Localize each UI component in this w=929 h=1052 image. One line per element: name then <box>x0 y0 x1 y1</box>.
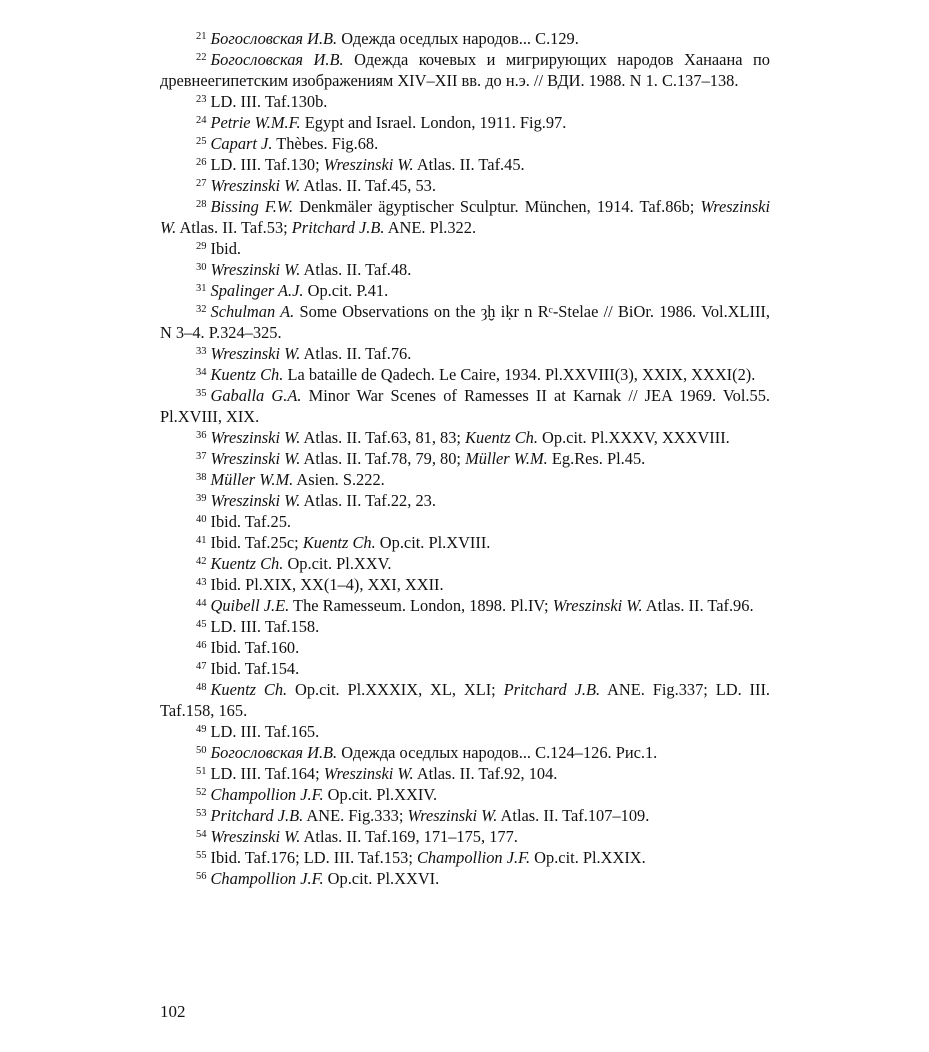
footnote-author: Pritchard J.B. <box>503 680 601 699</box>
footnote-number: 47 <box>196 661 207 672</box>
footnote-text: Minor War Scenes of Ramesses II at Karnak // JEA 1969. Vol.55. Pl.XVIII, XIX. <box>160 386 770 426</box>
footnote <box>160 343 770 364</box>
footnote <box>160 511 770 532</box>
footnote-number: 48 <box>196 682 207 693</box>
footnote-author: Wreszinski W. <box>210 344 301 363</box>
footnote-text: Op.cit. Pl.XXXIX, XL, XLI; <box>287 680 504 699</box>
footnote <box>160 448 770 469</box>
footnote-author: Müller W.M. <box>210 470 294 489</box>
footnote-number: 38 <box>196 472 207 483</box>
footnote <box>160 595 770 616</box>
footnote-author: Wreszinski W. <box>323 155 414 174</box>
footnote-number: 50 <box>196 745 207 756</box>
footnote-number: 46 <box>196 640 207 651</box>
footnote-text: Ibid. Taf.25c; <box>210 533 303 552</box>
footnote-text: Atlas. II. Taf.92, 104. <box>413 764 558 783</box>
footnote-text: ANE. Fig.333; <box>303 806 408 825</box>
footnote <box>160 112 770 133</box>
footnote-number: 51 <box>196 766 207 777</box>
footnote <box>160 427 770 448</box>
footnote-text: The Ramesseum. London, 1898. Pl.IV; <box>289 596 553 615</box>
footnote-author: Kuentz Ch. <box>210 554 284 573</box>
footnote-author: Wreszinski W. <box>210 827 301 846</box>
footnote <box>160 805 770 826</box>
footnote <box>160 847 770 868</box>
footnote-author: Quibell J.E. <box>210 596 290 615</box>
footnote-author: Müller W.M. <box>465 449 548 468</box>
footnote <box>160 469 770 490</box>
footnote-text: Op.cit. Pl.XXIV. <box>323 785 438 804</box>
footnote-text: Denkmäler ägyptischer Sculptur. München, 1914. Taf.86b; <box>293 197 701 216</box>
footnote-number: 25 <box>196 136 207 147</box>
footnote-text: La bataille de Qadech. Le Caire, 1934. Pl.XXVIII(3), XXIX, XXXI(2). <box>283 365 756 384</box>
footnote-text: Op.cit. Pl.XXXV, XXXVIII. <box>537 428 730 447</box>
footnote-number: 36 <box>196 430 207 441</box>
footnote <box>160 259 770 280</box>
footnote-text: Ibid. Taf.154. <box>210 659 300 678</box>
footnote-text: Atlas. II. Taf.53; <box>176 218 292 237</box>
footnote-author: Kuentz Ch. <box>465 428 538 447</box>
footnote-text: Op.cit. Pl.XXV. <box>283 554 392 573</box>
footnote-text: LD. III. Taf.130; <box>210 155 324 174</box>
footnote-text: Ibid. Taf.176; LD. III. Taf.153; <box>210 848 417 867</box>
footnote-author: Bissing F.W. <box>210 197 294 216</box>
footnote-author: Spalinger A.J. <box>210 281 304 300</box>
footnote <box>160 196 770 238</box>
footnote-text: Одежда оседлых народов... С.129. <box>337 29 579 48</box>
footnotes-list <box>160 28 770 889</box>
footnote <box>160 679 770 721</box>
footnote-text: Op.cit. Pl.XVIII. <box>375 533 491 552</box>
footnote <box>160 154 770 175</box>
footnote <box>160 763 770 784</box>
footnote-author: Богословская И.В. <box>210 743 338 762</box>
footnote <box>160 91 770 112</box>
footnote-author: Wreszinski W. <box>210 428 301 447</box>
footnote-text: Ibid. <box>210 239 242 258</box>
footnote-author: Wreszinski W. <box>210 491 301 510</box>
footnote-text: Op.cit. P.41. <box>303 281 389 300</box>
footnote <box>160 490 770 511</box>
footnote <box>160 532 770 553</box>
footnote-text: Thèbes. Fig.68. <box>272 134 379 153</box>
footnote-number: 45 <box>196 619 207 630</box>
footnote-text: Atlas. II. Taf.22, 23. <box>300 491 436 510</box>
footnote-text: Одежда кочевых и мигрирующих народов Ханаана по древнеегипетским изображениям XIV–XII вв. до н.э. // ВДИ. 1988. N 1. С.137–138. <box>160 50 770 90</box>
footnote <box>160 28 770 49</box>
footnote <box>160 826 770 847</box>
footnote-text: Some Observations on the ȝḫ iḳr n Rᶜ-Stelae // BiOr. 1986. Vol.XLIII, N 3–4. P.324–325. <box>160 302 770 342</box>
footnote-number: 31 <box>196 283 207 294</box>
footnote-number: 23 <box>196 94 207 105</box>
footnote-number: 22 <box>196 52 207 63</box>
footnote <box>160 133 770 154</box>
footnote-number: 39 <box>196 493 207 504</box>
footnote <box>160 658 770 679</box>
footnote-author: Pritchard J.B. <box>210 806 304 825</box>
footnote-number: 28 <box>196 199 207 210</box>
footnote-text: Atlas. II. Taf.45. <box>413 155 525 174</box>
footnote-author: Wreszinski W. <box>210 260 301 279</box>
footnote <box>160 301 770 343</box>
footnote-text: LD. III. Taf.164; <box>210 764 324 783</box>
page-number: 102 <box>160 1002 186 1021</box>
footnote-author: Богословская И.В. <box>210 29 338 48</box>
footnote-author: Gaballa G.A. <box>210 386 302 405</box>
footnote <box>160 385 770 427</box>
footnote-text: Asien. S.222. <box>293 470 385 489</box>
footnote-text: ANE. Pl.322. <box>384 218 477 237</box>
footnote-number: 40 <box>196 514 207 525</box>
footnote-text: LD. III. Taf.165. <box>210 722 320 741</box>
footnote-text: LD. III. Taf.158. <box>210 617 320 636</box>
footnote-text: Atlas. II. Taf.76. <box>300 344 412 363</box>
footnote <box>160 868 770 889</box>
footnote-text: ANE. Fig.337; LD. III. Taf.158, 165. <box>160 680 771 720</box>
footnote <box>160 637 770 658</box>
footnote-number: 49 <box>196 724 207 735</box>
footnote-author: Wreszinski W. <box>323 764 414 783</box>
footnote <box>160 616 770 637</box>
footnote-number: 42 <box>196 556 207 567</box>
footnote <box>160 49 770 91</box>
footnote-number: 24 <box>196 115 207 126</box>
footnote-author: Wreszinski W. <box>407 806 498 825</box>
footnote-author: Champollion J.F. <box>210 869 324 888</box>
footnote-author: Wreszinski W. <box>552 596 643 615</box>
footnote-text: Atlas. II. Taf.169, 171–175, 177. <box>300 827 518 846</box>
footnote-author: Kuentz Ch. <box>210 680 288 699</box>
footnote-text: Atlas. II. Taf.78, 79, 80; <box>300 449 466 468</box>
footnote-text: Atlas. II. Taf.96. <box>642 596 754 615</box>
footnote-number: 34 <box>196 367 207 378</box>
footnote <box>160 784 770 805</box>
footnote-number: 30 <box>196 262 207 273</box>
footnote-author: Champollion J.F. <box>210 785 324 804</box>
footnote-author: Kuentz Ch. <box>302 533 376 552</box>
footnote-author: Petrie W.M.F. <box>210 113 301 132</box>
footnote <box>160 721 770 742</box>
footnote-author: Wreszinski W. <box>210 176 301 195</box>
footnote-text: Atlas. II. Taf.63, 81, 83; <box>300 428 466 447</box>
footnote-author: Capart J. <box>210 134 273 153</box>
footnote-text: Op.cit. Pl.XXIX. <box>530 848 646 867</box>
footnote-number: 33 <box>196 346 207 357</box>
footnote-text: Atlas. II. Taf.107–109. <box>497 806 650 825</box>
footnote-number: 44 <box>196 598 207 609</box>
footnote-text: Ibid. Taf.25. <box>210 512 291 531</box>
footnote-number: 52 <box>196 787 207 798</box>
footnote <box>160 574 770 595</box>
footnote-author: Богословская И.В. <box>210 50 344 69</box>
footnote <box>160 364 770 385</box>
footnote-number: 35 <box>196 388 207 399</box>
footnote-author: Pritchard J.B. <box>291 218 385 237</box>
footnote-author: Wreszinski W. <box>160 197 770 237</box>
footnote-number: 29 <box>196 241 207 252</box>
footnote-author: Kuentz Ch. <box>210 365 284 384</box>
footnote-text: Eg.Res. Pl.45. <box>547 449 646 468</box>
footnote-text: Atlas. II. Taf.45, 53. <box>300 176 436 195</box>
footnote-number: 37 <box>196 451 207 462</box>
footnote-number: 53 <box>196 808 207 819</box>
footnote-text: Одежда оседлых народов... С.124–126. Рис.1. <box>337 743 658 762</box>
footnote-author: Schulman A. <box>210 302 295 321</box>
footnote-number: 27 <box>196 178 207 189</box>
footnote-number: 56 <box>196 871 207 882</box>
footnote <box>160 742 770 763</box>
footnote-number: 43 <box>196 577 207 588</box>
footnote-number: 41 <box>196 535 207 546</box>
footnote-author: Champollion J.F. <box>417 848 531 867</box>
footnote-number: 32 <box>196 304 207 315</box>
footnote-number: 21 <box>196 31 207 42</box>
footnote <box>160 280 770 301</box>
footnote-number: 26 <box>196 157 207 168</box>
footnote-text: Egypt and Israel. London, 1911. Fig.97. <box>300 113 567 132</box>
footnote-text: LD. III. Taf.130b. <box>210 92 328 111</box>
footnote-text: Op.cit. Pl.XXVI. <box>323 869 440 888</box>
footnote-text: Atlas. II. Taf.48. <box>300 260 412 279</box>
footnote <box>160 553 770 574</box>
footnote-number: 54 <box>196 829 207 840</box>
footnote <box>160 175 770 196</box>
footnote-author: Wreszinski W. <box>210 449 301 468</box>
footnote-text: Ibid. Pl.XIX, XX(1–4), XXI, XXII. <box>210 575 444 594</box>
footnote <box>160 238 770 259</box>
footnote-number: 55 <box>196 850 207 861</box>
footnote-text: Ibid. Taf.160. <box>210 638 300 657</box>
